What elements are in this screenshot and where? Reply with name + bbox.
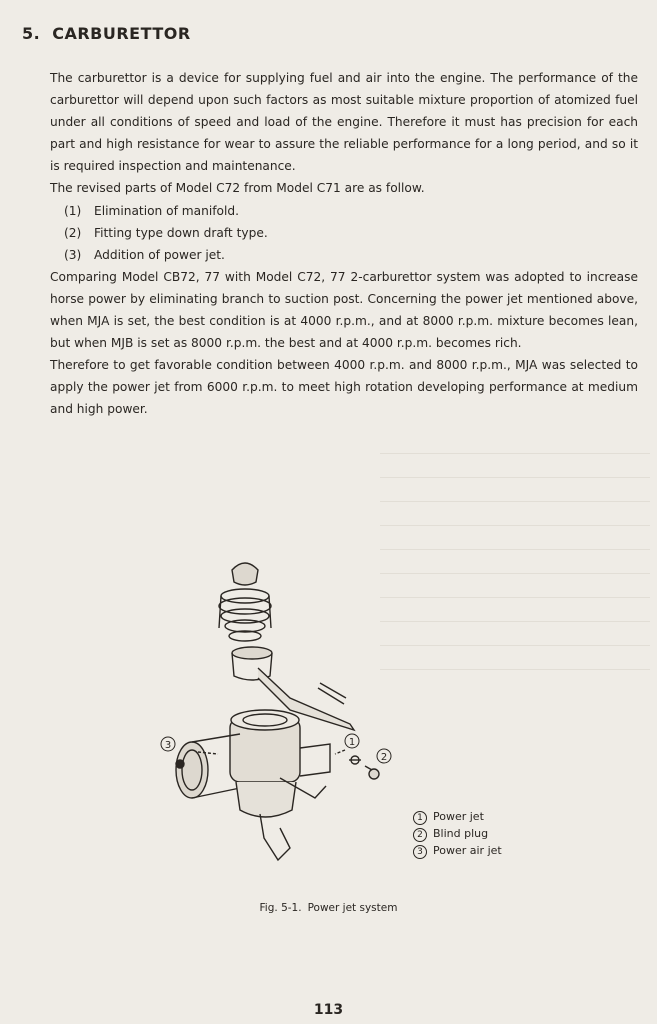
list-item-text: Addition of power jet.: [94, 247, 225, 262]
revised-list: [50, 200, 638, 266]
legend-item: [413, 825, 502, 842]
list-item: [64, 222, 638, 244]
body-text: [50, 67, 638, 421]
figure-legend: [413, 808, 502, 859]
legend-label: Power jet: [433, 810, 484, 823]
legend-number: 1: [413, 811, 427, 825]
figure-caption-text: Power jet system: [307, 902, 398, 914]
list-item: [64, 244, 638, 266]
intro-paragraph: The carburettor is a device for supplying fuel and air into the engine. The performance of the carburettor will depend upon such factors as most suitable mixture proportion of atomized fuel under all conditions of speed and load of the engine. Therefore it must has precision for each part and high resistance for wear to assure the reliable performance for a long period, and so it is required inspection and maintenance.: [50, 71, 638, 174]
legend-number: 3: [413, 845, 427, 859]
list-item-text: Fitting type down draft type.: [94, 225, 268, 240]
page-number: 113: [313, 1002, 344, 1018]
callout-2: 2: [380, 752, 388, 763]
legend-label: Power air jet: [433, 844, 502, 857]
list-item: [64, 200, 638, 222]
list-item-number: (3): [64, 247, 82, 262]
callout-1: 1: [348, 737, 356, 748]
section-number: 5.: [22, 24, 41, 43]
legend-item: [413, 842, 502, 859]
legend-label: Blind plug: [433, 827, 489, 840]
legend-number: 2: [413, 828, 427, 842]
figure-number: Fig. 5-1.: [259, 902, 302, 914]
callout-3: 3: [164, 740, 172, 751]
legend-item: [413, 808, 502, 825]
list-item-text: Elimination of manifold.: [94, 203, 239, 218]
therefore-paragraph: Therefore to get favorable condition between 4000 r.p.m. and 8000 r.p.m., MJA was selected to apply the power jet from 6000 r.p.m. to meet high rotation developing performance at medium and high power.: [50, 358, 638, 417]
revised-paragraph: The revised parts of Model C72 from Model C71 are as follow.: [50, 181, 425, 196]
list-item-number: (2): [64, 225, 82, 240]
comparing-paragraph: Comparing Model CB72, 77 with Model C72, 77 2-carburettor system was adopted to increase horse power by eliminating branch to suction post. Concerning the power jet mentioned above, when MJA is set, the best condition is at 4000 r.p.m., and at 8000 r.p.m. mixture becomes lean, but when MJB is set as 8000 r.p.m. the best and at 4000 r.p.m. becomes rich.: [50, 269, 638, 351]
section-heading: [22, 24, 191, 43]
section-title: CARBURETTOR: [52, 24, 191, 43]
figure-caption: [0, 902, 657, 914]
list-item-number: (1): [64, 203, 82, 218]
